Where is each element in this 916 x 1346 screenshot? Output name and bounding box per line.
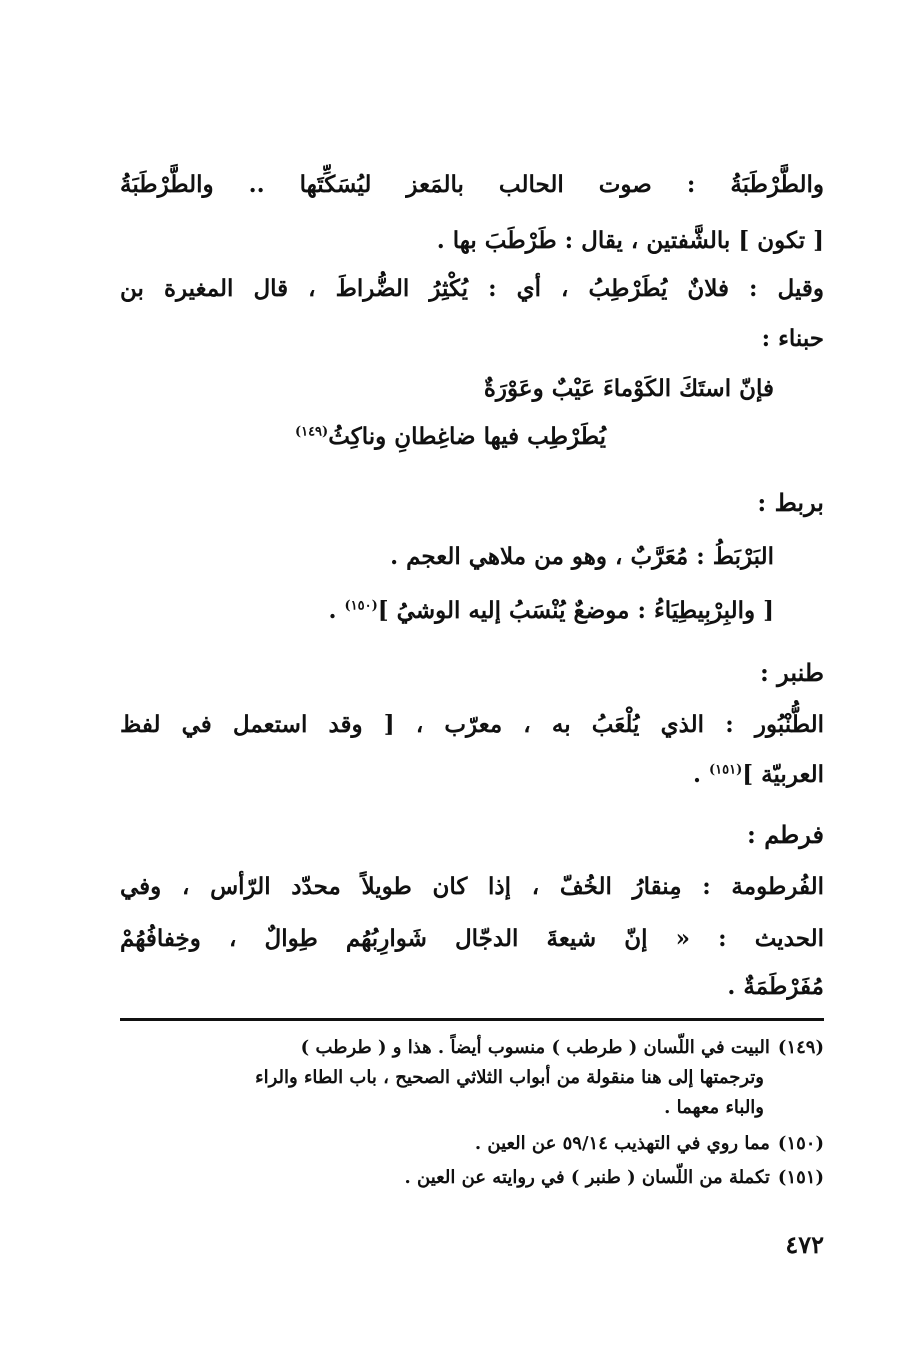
footnote-150 <box>120 1130 824 1158</box>
footnote-150-number: (١٥٠) <box>777 1133 824 1154</box>
footnote-151-number: (١٥١) <box>777 1167 824 1188</box>
footnote-ref-151: (١٥١) <box>708 762 743 778</box>
text-line-9: الفُرطومة : مِنقارُ الخُفّ ، إذا كان طويلاً محدّد الرّأس ، وفي <box>120 873 824 900</box>
footnote-ref-150: (١٥٠) <box>344 598 378 614</box>
verse-line-1: فإنّ استَكَ الكَوْماءَ عَيْبٌ وعَوْرَةٌ <box>483 375 774 402</box>
footnote-150-text: مما روي في التهذيب ٥٩/١٤ عن العين . <box>474 1133 770 1154</box>
text-line-11: مُفَرْطَمَةٌ . <box>727 973 824 1000</box>
text-line-6-end: . <box>328 597 337 624</box>
entry-heading-tanbar: طنبر : <box>759 658 824 687</box>
text-line-4: حبناء : <box>761 325 824 352</box>
text-line-8 <box>693 758 824 792</box>
text-line-7: الطُّنْبُور : الذي يُلْعَبُ به ، معرّب ، [ وقد استعمل في لفظ <box>120 711 824 738</box>
entry-heading-fartam: فرطم : <box>746 820 824 849</box>
text-line-2: [ تكون ] بالشَّفتين ، يقال : طَرْطَبَ بها . <box>436 227 824 254</box>
text-line-5: البَرْبَطُ : مُعَرَّبٌ ، وهو من ملاهي العجم . <box>390 543 774 570</box>
footnote-ref-149: (١٤٩) <box>294 424 329 440</box>
footnote-separator <box>120 1018 824 1021</box>
verse-line-2 <box>295 420 606 454</box>
footnote-151-text: تكملة من اللّسان ( طنبر ) في روايته عن العين . <box>404 1167 770 1188</box>
footnote-149-line-2: وترجمتها إلى هنا منقولة من أبواب الثلاثي الصحيح ، باب الطاء والراء <box>255 1067 764 1088</box>
footnote-151 <box>120 1164 824 1192</box>
text-line-10: الحديث : « إنّ شيعةَ الدجّال شَوارِبُهُم طِوالٌ ، وخِفافُهُمْ <box>120 925 824 952</box>
text-line-3: وقيل : فلانٌ يُطَرْطِبُ ، أي : يُكْثِرُ الضُّراطَ ، قال المغيرة بن <box>120 275 824 302</box>
text-line-8-end: . <box>692 761 701 788</box>
text-line-1: والطَّرْطَبَةُ : صوت الحالب بالمَعز ليُسَكِّتَها .. والطَّرْطَبَةُ <box>120 171 824 198</box>
footnote-149-number: (١٤٩) <box>777 1037 824 1058</box>
page-number: ٤٧٢ <box>785 1230 824 1259</box>
footnote-149-line-1 <box>120 1034 824 1062</box>
text-line-6 <box>328 594 774 628</box>
entry-heading-barbat: بربط : <box>757 488 824 517</box>
footnote-149-text-1: البيت في اللّسان ( طرطب ) منسوب أيضاً . هذا و ( طرطب ) <box>300 1037 770 1058</box>
text-line-8-text: العربيّة ] <box>742 761 824 788</box>
verse-line-2-text: يُطَرْطِب فيها ضاغِطانِ وناكِثُ <box>328 423 606 450</box>
footnote-149-line-3: والباء معهما . <box>664 1097 764 1118</box>
text-line-6-text: [ والبِرْبِيطِيَاءُ : موضعٌ يُنْسَبُ إليه الوشيُ ] <box>377 597 774 624</box>
